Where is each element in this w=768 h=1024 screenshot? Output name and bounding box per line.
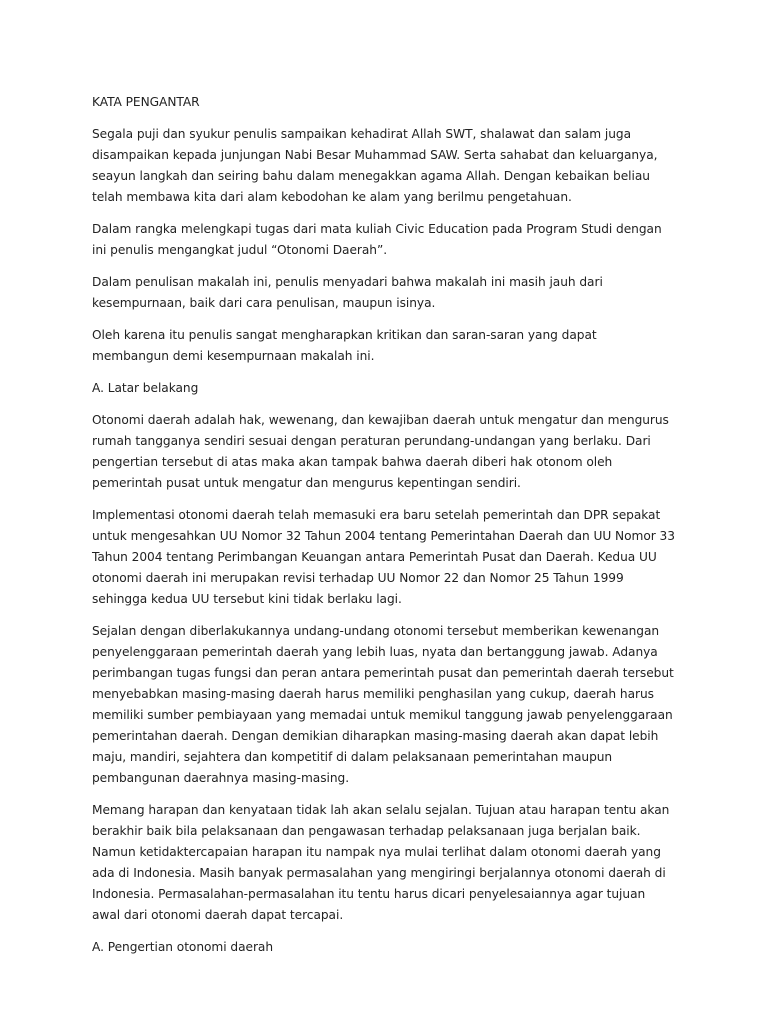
paragraph-authority: Sejalan dengan diberlakukannya undang-undang otonomi tersebut memberikan kewenangan penyelenggaraan pemerintah daerah yang lebih luas, nyata dan bertanggung jawab. Adanya perimbangan tugas fungsi dan peran antara pemerintah pusat dan pemerintah daerah tersebut menyebabkan masing-masing daerah harus memiliki penghasilan yang cukup, daerah harus memiliki sumber pembiayaan yang memadai untuk memikul tanggung jawab penyelenggaraan pemerintahan daerah. Dengan demikian diharapkan masing-masing daerah akan dapat lebih maju, mandiri, sejahtera dan kompetitif di dalam pelaksanaan pemerintahan maupun pembangunan daerahnya masing-masing. <box>92 624 674 785</box>
paragraph-awareness: Dalam penulisan makalah ini, penulis menyadari bahwa makalah ini masih jauh dari kesempurnaan, baik dari cara penulisan, maupun isinya. <box>92 275 603 310</box>
section-heading-pengertian: A. Pengertian otonomi daerah <box>92 940 273 954</box>
paragraph-definition: Otonomi daerah adalah hak, wewenang, dan kewajiban daerah untuk mengatur dan mengurus rumah tangganya sendiri sesuai dengan peraturan perundang-undangan yang berlaku. Dari pengertian tersebut di atas maka akan tampak bahwa daerah diberi hak otonom oleh pemerintah pusat untuk mengatur dan mengurus kepentingan sendiri. <box>92 413 669 490</box>
paragraph-purpose: Dalam rangka melengkapi tugas dari mata kuliah Civic Education pada Program Studi dengan ini penulis mengangkat judul “Otonomi Daerah”. <box>92 222 662 257</box>
paragraph-implementation: Implementasi otonomi daerah telah memasuki era baru setelah pemerintah dan DPR sepakat untuk mengesahkan UU Nomor 32 Tahun 2004 tentang Pemerintahan Daerah dan UU Nomor 33 Tahun 2004 tentang Perimbangan Keuangan antara Pemerintah Pusat dan Daerah. Kedua UU otonomi daerah ini merupakan revisi terhadap UU Nomor 22 dan Nomor 25 Tahun 1999 sehingga kedua UU tersebut kini tidak berlaku lagi. <box>92 508 675 606</box>
paragraph-opening: Segala puji dan syukur penulis sampaikan kehadirat Allah SWT, shalawat dan salam juga disampaikan kepada junjungan Nabi Besar Muhammad SAW. Serta sahabat dan keluarganya, seayun langkah dan seiring bahu dalam menegakkan agama Allah. Dengan kebaikan beliau telah membawa kita dari alam kebodohan ke alam yang berilmu pengetahuan. <box>92 127 658 204</box>
paragraph-request: Oleh karena itu penulis sangat mengharapkan kritikan dan saran-saran yang dapat membangun demi kesempurnaan makalah ini. <box>92 328 597 363</box>
document-title: KATA PENGANTAR <box>92 95 200 109</box>
paragraph-expectation: Memang harapan dan kenyataan tidak lah akan selalu sejalan. Tujuan atau harapan tentu akan berakhir baik bila pelaksanaan dan pengawasan terhadap pelaksanaan juga berjalan baik. Namun ketidaktercapaian harapan itu nampak nya mulai terlihat dalam otonomi daerah yang ada di Indonesia. Masih banyak permasalahan yang mengiringi berjalannya otonomi daerah di Indonesia. Permasalahan-permasalahan itu tentu harus dicari penyelesaiannya agar tujuan awal dari otonomi daerah dapat tercapai. <box>92 803 670 922</box>
section-heading-latar-belakang: A. Latar belakang <box>92 381 199 395</box>
